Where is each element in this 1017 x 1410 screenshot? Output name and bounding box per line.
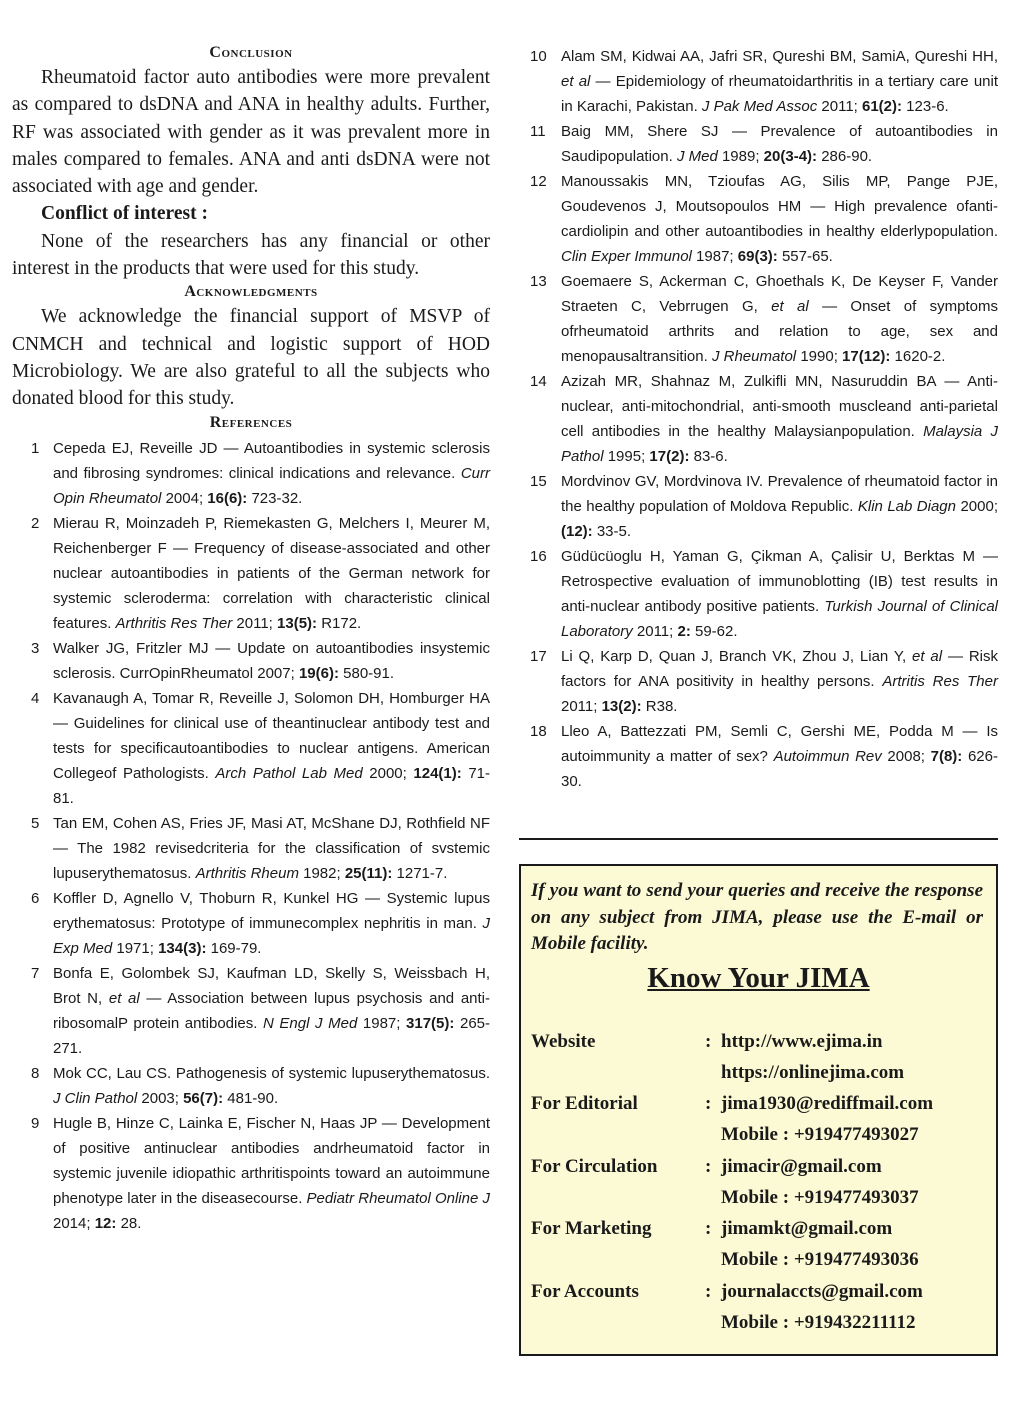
jima-contact-value-2: https://onlinejima.com: [721, 1062, 905, 1083]
reference-volume: 61(2):: [862, 98, 903, 115]
reference-journal: J Pak Med Assoc: [701, 98, 818, 115]
reference-number: 14: [530, 373, 547, 390]
reference-volume: 17(12):: [842, 348, 891, 365]
reference-item: [520, 644, 998, 719]
references-heading: References: [209, 413, 293, 431]
reference-pages: 83-6.: [689, 448, 728, 465]
jima-contact-value: journalaccts@gmail.com: [721, 1281, 923, 1302]
reference-authors: Baig MM, Shere SJ — Prevalence of autoantibodies in Saudipopulation.: [561, 123, 998, 165]
reference-year: 2011;: [632, 623, 678, 640]
reference-year: 1990;: [796, 348, 843, 365]
reference-authors: Goemaere S, Ackerman C, Ghoethals K, De Keyser F, Vander Straeten C, Vebrrugen G,: [561, 273, 998, 315]
reference-volume: 13(2):: [601, 698, 642, 715]
jima-contact-colon: :: [705, 1031, 712, 1052]
jima-contact-colon: :: [705, 1281, 712, 1302]
reference-volume: 12:: [94, 1214, 117, 1232]
reference-item: [12, 886, 490, 961]
reference-pages: 557-65.: [777, 248, 833, 265]
reference-number: 11: [530, 123, 546, 140]
reference-item: [520, 469, 998, 544]
reference-item: [520, 119, 998, 169]
reference-number: 17: [530, 648, 547, 665]
reference-number: 18: [530, 723, 547, 740]
reference-authors: Cepeda EJ, Reveille JD — Autoantibodies in systemic sclerosis and fibrosing syndromes: clinical indications and relevance.: [53, 439, 490, 482]
reference-year: 2004;: [161, 489, 208, 507]
reference-item: [520, 544, 998, 644]
reference-authors: Mok CC, Lau CS. Pathogenesis of systemic lupuserythematosus.: [53, 1064, 490, 1082]
reference-pages: 59-62.: [690, 623, 738, 640]
reference-journal: J Med: [676, 148, 718, 165]
jima-contact-value: jima1930@rediffmail.com: [721, 1093, 934, 1114]
left-column: [12, 44, 490, 1236]
reference-journal: Klin Lab Diagn: [857, 498, 956, 515]
reference-year: 2014;: [53, 1214, 95, 1232]
jima-contact-label: For Circulation: [531, 1156, 658, 1177]
reference-volume: 69(3):: [737, 248, 778, 265]
reference-journal: Pediatr Rheumatol Online J: [306, 1189, 490, 1207]
reference-number: 5: [31, 814, 40, 832]
reference-volume: 19(6):: [298, 664, 339, 682]
jima-contact-label: For Accounts: [531, 1281, 639, 1302]
reference-list-right: [520, 44, 998, 794]
reference-number: 3: [31, 639, 40, 657]
reference-item: [520, 369, 998, 469]
reference-number: 13: [530, 273, 547, 290]
reference-authors: Bonfa E, Golombek SJ, Kaufman LD, Skelly S, Weissbach H, Brot N,: [53, 964, 490, 1007]
reference-pages: 286-90.: [817, 148, 873, 165]
jima-contact-value: jimacir@gmail.com: [721, 1156, 882, 1177]
reference-pages: 626-30.: [561, 748, 998, 790]
reference-authors: Kavanaugh A, Tomar R, Reveille J, Solomon DH, Homburger HA — Guidelines for clinical use of theantinuclear antibody test and tests for specificautoantibodies to nuclear antigens. American Collegeof Pathologists.: [53, 689, 490, 782]
jima-contact-row: [531, 1276, 991, 1338]
jima-contact-colon: :: [705, 1156, 712, 1177]
reference-journal: Turkish Journal of Clinical Laboratory: [561, 598, 998, 640]
reference-item: [12, 1111, 490, 1236]
reference-item: [520, 719, 998, 794]
acknowledgments-text: We acknowledge the financial support of MSVP of CNMCH and technical and logistic support of HOD Microbiology. We are also grateful to all the subjects who donated blood for this study.: [12, 306, 490, 410]
reference-number: 15: [530, 473, 547, 490]
reference-pages: 71-81.: [53, 764, 490, 807]
reference-authors: Güdücüoglu H, Yaman G, Çikman A, Çalisir U, Berktas M — Retrospective evaluation of immunoblotting (IB) test results in anti-nuclear antibody positive patients.: [561, 548, 998, 615]
reference-number: 1: [31, 439, 40, 457]
reference-volume: 56(7):: [183, 1089, 224, 1107]
reference-number: 6: [31, 889, 40, 907]
reference-year: 1987;: [357, 1014, 407, 1032]
reference-item: [12, 436, 490, 511]
jima-contact-label: For Editorial: [531, 1093, 638, 1114]
jima-title: Know Your JIMA: [647, 962, 870, 994]
reference-pages: 1620-2.: [890, 348, 946, 365]
reference-pages: 1271-7.: [392, 864, 448, 882]
jima-contact-value-2: Mobile : +919477493036: [721, 1249, 919, 1270]
reference-authors: Mordvinov GV, Mordvinova IV. Prevalence of rheumatoid factor in the healthy population of Moldova Republic.: [561, 473, 998, 515]
reference-volume: 317(5):: [406, 1014, 455, 1032]
reference-volume: 25(11):: [344, 864, 393, 882]
reference-year: 2011;: [817, 98, 862, 115]
conflict-text: None of the researchers has any financial or other interest in the products that were used for this study.: [12, 230, 490, 280]
reference-journal: Arthritis Res Ther: [115, 614, 233, 632]
jima-contact-row: [531, 1088, 991, 1150]
reference-year: 1987;: [691, 248, 738, 265]
reference-journal: J Exp Med: [53, 914, 490, 957]
reference-item: [12, 686, 490, 811]
reference-year: 2000;: [362, 764, 414, 782]
jima-contact-colon: :: [705, 1093, 712, 1114]
reference-authors: Tan EM, Cohen AS, Fries JF, Masi AT, McShane DJ, Rothfield NF — The 1982 revisedcriteria for the classification of svstemic lupuserythematosus.: [53, 814, 490, 882]
reference-year: 1995;: [603, 448, 650, 465]
reference-volume: 124(1):: [413, 764, 462, 782]
reference-volume: 20(3-4):: [763, 148, 818, 165]
reference-authors: Walker JG, Fritzler MJ — Update on autoantibodies insystemic sclerosis. CurrOpinRheumatol 2007;: [53, 639, 490, 682]
reference-journal: Clin Exper Immunol: [561, 248, 692, 265]
reference-authors: Alam SM, Kidwai AA, Jafri SR, Qureshi BM, SamiA, Qureshi HH,: [561, 48, 998, 65]
reference-authors: Lleo A, Battezzati PM, Semli C, Gershi ME, Podda M — Is autoimmunity a matter of sex?: [561, 723, 998, 765]
jima-contact-value: jimamkt@gmail.com: [721, 1218, 893, 1239]
reference-journal: Malaysia J Pathol: [561, 423, 998, 465]
reference-pages: 33-5.: [592, 523, 632, 540]
reference-year: 2008;: [881, 748, 931, 765]
reference-item: [520, 44, 998, 119]
reference-item: [12, 511, 490, 636]
reference-year: 1982;: [298, 864, 345, 882]
reference-pages: R38.: [641, 698, 678, 715]
jima-contact-label: Website: [531, 1031, 596, 1052]
reference-journal: Curr Opin Rheumatol: [53, 464, 490, 507]
reference-year: 1971;: [112, 939, 159, 957]
reference-pages: 723-32.: [247, 489, 303, 507]
reference-authors: Li Q, Karp D, Quan J, Branch VK, Zhou J, Lian Y,: [561, 648, 912, 665]
reference-journal: Artritis Res Ther: [882, 673, 998, 690]
reference-volume: 2:: [677, 623, 691, 640]
jima-contact-row: [531, 1026, 991, 1088]
reference-pages: R172.: [317, 614, 362, 632]
reference-year: 2000;: [956, 498, 998, 515]
reference-pages: 265-271.: [53, 1014, 491, 1057]
conflict-heading: Conflict of interest :: [41, 203, 208, 225]
jima-contact-colon: :: [705, 1218, 712, 1239]
reference-title: — Risk factors for ANA positivity in healthy persons.: [561, 648, 999, 690]
jima-contact-label: For Marketing: [531, 1218, 652, 1239]
reference-pages: 481-90.: [223, 1089, 279, 1107]
reference-year: 2003;: [137, 1089, 184, 1107]
jima-contact-value: http://www.ejima.in: [721, 1031, 883, 1052]
reference-etal: et al: [108, 989, 140, 1007]
reference-volume: 7(8):: [930, 748, 963, 765]
reference-authors: Azizah MR, Shahnaz M, Zulkifli MN, Nasuruddin BA — Anti-nuclear, anti-mitochondrial, anti-smooth muscleand anti-parietal cell antibodies in the healthy Malaysianpopulation.: [561, 373, 998, 440]
reference-number: 4: [31, 689, 40, 707]
reference-authors: Mierau R, Moinzadeh P, Riemekasten G, Melchers I, Meurer M, Reichenberger F — Frequency of disease-associated and other nuclear autoantibodies in patients of the German network for systemic scleroderma: correlation with characteristic clinical features.: [53, 514, 490, 632]
reference-list-left: [12, 436, 490, 1236]
right-column: [520, 44, 998, 794]
reference-item: [12, 1061, 490, 1111]
reference-title: — Epidemiology of rheumatoidarthritis in a tertiary care unit in Karachi, Pakistan.: [561, 73, 998, 115]
reference-journal: J Clin Pathol: [53, 1089, 138, 1107]
reference-title: — Onset of symptoms ofrheumatoid arthrits and relation to age, sex and menopausaltransition.: [561, 298, 998, 365]
reference-volume: 134(3):: [158, 939, 207, 957]
jima-contact-value-2: Mobile : +919477493037: [721, 1187, 919, 1208]
reference-number: 8: [31, 1064, 40, 1082]
reference-item: [12, 811, 490, 886]
reference-journal: Arch Pathol Lab Med: [215, 764, 363, 782]
reference-authors: Hugle B, Hinze C, Lainka E, Fischer N, Haas JP — Development of positive antinuclear antibodies andrheumatoid factor in systemic juvenile idiopathic arthritispoints toward an autoimmune phenotype later in the diseasecourse.: [53, 1114, 490, 1207]
reference-volume: 17(2):: [649, 448, 690, 465]
reference-item: [12, 636, 490, 686]
reference-journal: Autoimmun Rev: [773, 748, 882, 765]
reference-volume: 13(5):: [277, 614, 318, 632]
acknowledgments-heading: Acknowledgments: [184, 283, 318, 301]
reference-pages: 580-91.: [338, 664, 395, 682]
reference-journal: J Rheumatol: [711, 348, 797, 365]
jima-contact-value-2: Mobile : +919432211112: [721, 1312, 916, 1333]
reference-year: 2011;: [232, 614, 278, 632]
reference-volume: (12):: [561, 523, 593, 540]
reference-pages: 169-79.: [206, 939, 262, 957]
reference-number: 9: [31, 1114, 40, 1132]
reference-volume: 16(6):: [207, 489, 248, 507]
reference-authors: Manoussakis MN, Tzioufas AG, Silis MP, Pange PJE, Goudevenos J, Moutsopoulos HM — High prevalence ofanti-cardiolipin and other autoantibodies in healthy elderlypopulation.: [561, 173, 998, 240]
reference-number: 16: [530, 548, 547, 565]
jima-contact-row: [531, 1213, 991, 1275]
jima-intro: If you want to send your queries and receive the response on any subject from JIMA, please use the E-mail or Mobile facility.: [531, 880, 983, 954]
reference-etal: et al: [912, 648, 943, 665]
reference-journal: Arthritis Rheum: [195, 864, 299, 882]
know-your-jima-box: [519, 864, 998, 1356]
reference-number: 12: [530, 173, 547, 190]
conclusion-heading: Conclusion: [209, 44, 293, 61]
reference-number: 7: [31, 964, 40, 982]
reference-etal: et al: [561, 73, 591, 90]
reference-number: 10: [530, 48, 547, 65]
jima-contact-row: [531, 1151, 991, 1213]
conclusion-text: Rheumatoid factor auto antibodies were more prevalent as compared to dsDNA and ANA in healthy adults. Further, RF was associated with gender as it was prevalent more in males compared to females. ANA and anti dsDNA were not associated with age and gender.: [12, 67, 490, 198]
reference-number: 2: [31, 514, 40, 532]
reference-year: 1989;: [717, 148, 764, 165]
reference-pages: 123-6.: [902, 98, 949, 115]
jima-contact-value-2: Mobile : +919477493027: [721, 1124, 919, 1145]
section-divider: [519, 838, 998, 840]
reference-etal: et al: [771, 298, 809, 315]
reference-journal: N Engl J Med: [262, 1014, 358, 1032]
reference-item: [12, 961, 490, 1061]
reference-year: 2011;: [561, 698, 602, 715]
reference-title: — Association between lupus psychosis and anti-ribosomalP protein antibodies.: [53, 989, 490, 1032]
reference-item: [520, 269, 998, 369]
reference-pages: 28.: [116, 1214, 142, 1232]
reference-authors: Koffler D, Agnello V, Thoburn R, Kunkel HG — Systemic lupus erythematosus: Prototype of immunecomplex nephritis in man.: [53, 889, 490, 932]
reference-item: [520, 169, 998, 269]
